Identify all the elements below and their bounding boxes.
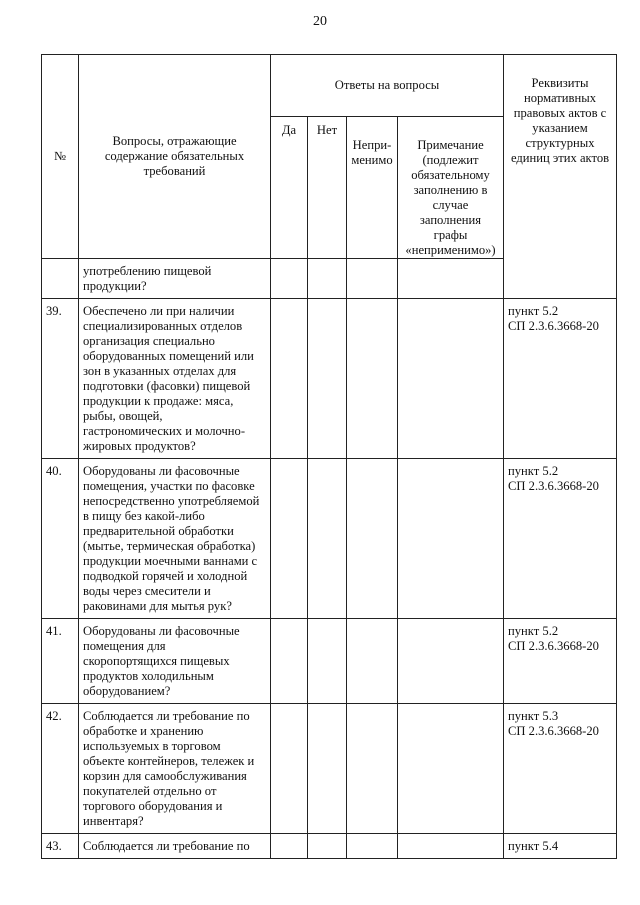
header-no: Нет xyxy=(316,123,338,137)
header-number-cell xyxy=(42,55,79,259)
row-requisites: пункт 5.2 СП 2.3.6.3668-20 xyxy=(504,299,617,459)
header-number: № xyxy=(53,149,67,163)
answer-no-cell[interactable] xyxy=(308,619,347,704)
header-yes: Да xyxy=(281,123,297,137)
row-question: Соблюдается ли требование по обработке и хранению используемых в торговом объекте контейнеров, тележек и корзин для самообслуживания покупателей отдельно от торгового оборудования и инвентаря? xyxy=(79,704,271,834)
row-requisites: пункт 5.3 СП 2.3.6.3668-20 xyxy=(504,704,617,834)
answer-note-cell[interactable] xyxy=(398,459,504,619)
answer-na-cell[interactable] xyxy=(347,704,398,834)
header-row-top xyxy=(42,55,617,117)
header-na: Непри- менимо xyxy=(351,138,393,167)
header-note-cell xyxy=(398,117,504,259)
answer-na-cell[interactable] xyxy=(347,834,398,859)
page-number: 20 xyxy=(313,14,327,29)
row-number: 40. xyxy=(42,459,79,619)
row-question: Оборудованы ли фасовочные помещения, участки по фасовке непосредственно употребляемой в пищу без какой-либо предварительной обработки (мытье, термическая обработка) продукции моечными ваннами с подводкой горячей и холодной воды через смесители и раковинами для мытья рук? xyxy=(79,459,271,619)
table-row xyxy=(42,459,617,619)
row-number: 41. xyxy=(42,619,79,704)
header-question: Вопросы, отражающие содержание обязательных требований xyxy=(104,134,245,178)
answer-na-cell[interactable] xyxy=(347,259,398,299)
answer-na-cell[interactable] xyxy=(347,299,398,459)
answer-note-cell[interactable] xyxy=(398,259,504,299)
row-question: употреблению пищевой продукции? xyxy=(79,259,271,299)
answer-note-cell[interactable] xyxy=(398,704,504,834)
table-row xyxy=(42,619,617,704)
answer-na-cell[interactable] xyxy=(347,619,398,704)
header-answers-cell xyxy=(271,55,504,117)
header-na-cell xyxy=(347,117,398,259)
answer-yes-cell[interactable] xyxy=(271,299,308,459)
row-requisites: пункт 5.2 СП 2.3.6.3668-20 xyxy=(504,459,617,619)
answer-note-cell[interactable] xyxy=(398,834,504,859)
answer-no-cell[interactable] xyxy=(308,704,347,834)
row-number: 43. xyxy=(42,834,79,859)
header-no-cell xyxy=(308,117,347,259)
answer-no-cell[interactable] xyxy=(308,259,347,299)
table-row xyxy=(42,704,617,834)
row-number xyxy=(42,259,79,299)
row-number: 39. xyxy=(42,299,79,459)
row-requisites: пункт 5.4 xyxy=(504,834,617,859)
header-note: Примечание (подлежит обязательному заполнению в случае заполнения графы «неприменимо») xyxy=(405,138,496,257)
answer-na-cell[interactable] xyxy=(347,459,398,619)
header-yes-cell xyxy=(271,117,308,259)
row-question: Обеспечено ли при наличии специализированных отделов организация специально оборудованных помещений или зон в указанных отделах для подготовки (фасовки) пищевой продукции к продаже: мяса, рыбы, овощей, гастрономических и молочно- жировых продуктов? xyxy=(79,299,271,459)
row-requisites: пункт 5.2 СП 2.3.6.3668-20 xyxy=(504,619,617,704)
answer-yes-cell[interactable] xyxy=(271,459,308,619)
row-question: Соблюдается ли требование по xyxy=(79,834,271,859)
answer-note-cell[interactable] xyxy=(398,619,504,704)
header-answers: Ответы на вопросы xyxy=(334,78,440,92)
header-requisites-cell xyxy=(504,55,617,299)
row-number: 42. xyxy=(42,704,79,834)
answer-no-cell[interactable] xyxy=(308,459,347,619)
header-question-cell xyxy=(79,55,271,259)
answer-yes-cell[interactable] xyxy=(271,259,308,299)
checklist-table xyxy=(41,54,617,859)
row-question: Оборудованы ли фасовочные помещения для скоропортящихся пищевых продуктов холодильным оборудованием? xyxy=(79,619,271,704)
answer-yes-cell[interactable] xyxy=(271,619,308,704)
answer-yes-cell[interactable] xyxy=(271,704,308,834)
table-row xyxy=(42,299,617,459)
table-row xyxy=(42,834,617,859)
header-requisites: Реквизиты нормативных правовых актов с указанием структурных единиц этих актов xyxy=(510,76,610,165)
answer-no-cell[interactable] xyxy=(308,299,347,459)
answer-no-cell[interactable] xyxy=(308,834,347,859)
answer-yes-cell[interactable] xyxy=(271,834,308,859)
answer-note-cell[interactable] xyxy=(398,299,504,459)
